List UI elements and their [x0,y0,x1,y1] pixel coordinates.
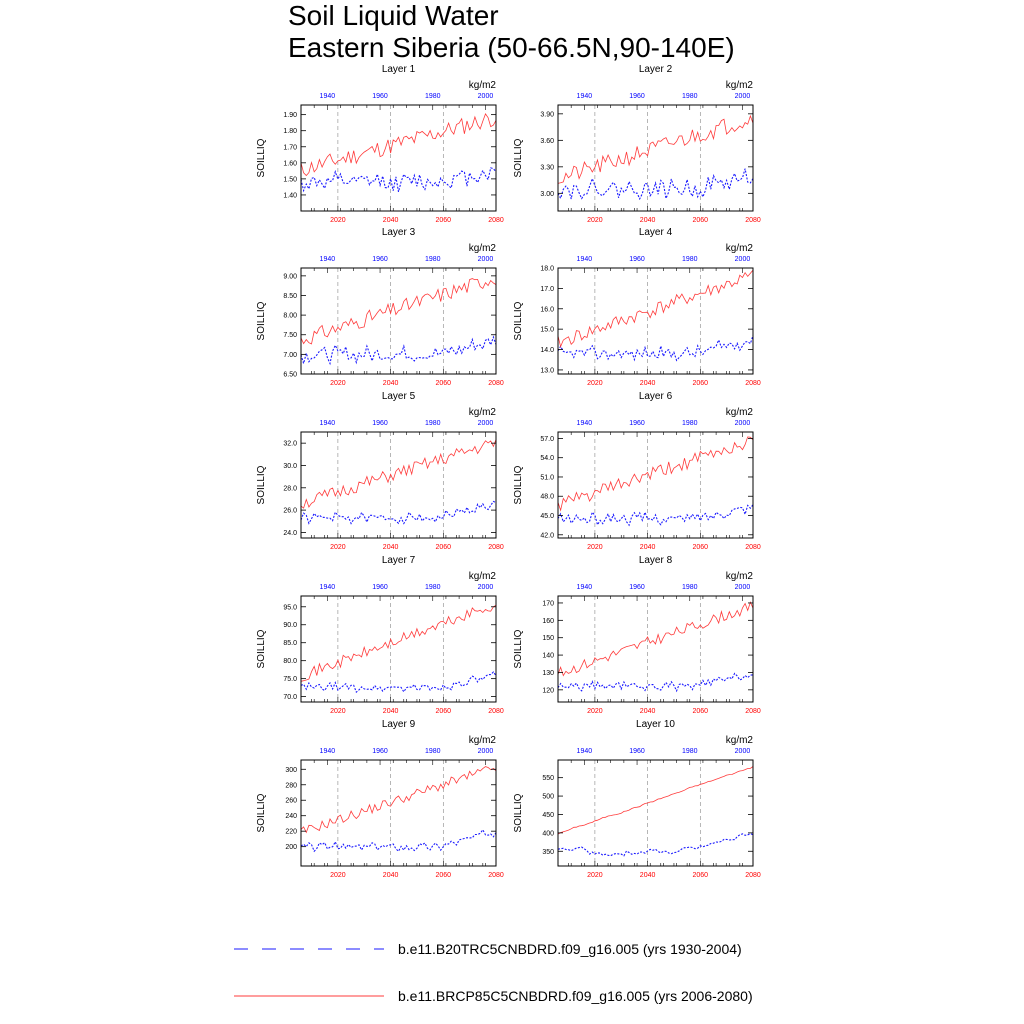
y-tick-label: 3.00 [540,190,554,198]
legend-label-historical: b.e11.B20TRC5CNBDRD.f09_g16.005 (yrs 1930-2004) [398,941,742,957]
y-tick-label: 3.30 [540,164,554,172]
x-tick-label-bottom: 2040 [639,217,656,224]
units-label: kg/m2 [468,571,496,582]
x-tick-label-bottom: 2040 [639,544,656,551]
plot-frame [558,268,753,374]
y-axis-label: SOILLIQ [256,793,267,833]
units-label: kg/m2 [725,407,753,418]
y-tick-label: 6.50 [283,371,297,379]
y-tick-label: 80.0 [283,658,297,666]
y-tick-label: 300 [285,766,297,774]
x-tick-label-top: 1960 [629,420,645,427]
x-tick-label-top: 2000 [734,93,751,100]
x-tick-label-bottom: 2020 [587,872,603,879]
x-tick-label-top: 1980 [681,748,698,755]
chart-title: Layer 2 [638,64,673,75]
series-historical [558,335,753,360]
x-tick-label-top: 1980 [681,256,698,263]
legend-item-future [232,987,832,1007]
x-tick-label-bottom: 2060 [692,544,709,551]
y-tick-label: 28.0 [283,485,297,493]
x-tick-label-bottom: 2020 [330,544,346,551]
y-tick-label: 8.00 [283,312,297,320]
y-tick-label: 8.50 [283,292,297,300]
series-future [301,279,496,344]
chart-title: Layer 7 [381,555,416,566]
y-tick-label: 51.0 [540,474,554,482]
x-tick-label-top: 2000 [734,748,751,755]
x-tick-label-top: 2000 [734,420,751,427]
units-label: kg/m2 [468,243,496,254]
y-tick-label: 160 [542,617,554,625]
x-tick-label-top: 1940 [576,584,593,591]
plot-frame [558,760,753,866]
chart-title: Layer 4 [638,227,673,238]
series-future [301,440,496,509]
x-tick-label-top: 1960 [372,420,388,427]
chart-layer-4 [513,227,761,387]
x-tick-label-bottom: 2020 [587,708,603,715]
chart-layer-10 [513,719,761,879]
x-tick-label-bottom: 2020 [587,380,603,387]
plot-frame [301,105,496,211]
chart-title: Layer 1 [381,64,416,75]
x-tick-label-top: 1980 [424,420,441,427]
x-tick-label-top: 1980 [681,584,698,591]
y-tick-label: 95.0 [283,604,297,612]
x-tick-label-top: 1960 [372,93,388,100]
chart-layer-2 [513,64,761,224]
x-tick-label-top: 1960 [629,256,645,263]
title-line-2: Eastern Siberia (50-66.5N,90-140E) [288,32,735,63]
x-tick-label-top: 1940 [576,256,593,263]
x-tick-label-top: 1940 [576,420,593,427]
series-historical [558,834,753,856]
x-tick-label-top: 2000 [477,256,494,263]
y-tick-label: 1.90 [283,112,297,120]
units-label: kg/m2 [725,571,753,582]
x-tick-label-bottom: 2040 [639,380,656,387]
y-tick-label: 54.0 [540,455,554,463]
y-tick-label: 150 [542,635,554,643]
x-tick-label-top: 2000 [477,420,494,427]
x-tick-label-top: 2000 [477,584,494,591]
chart-title: Layer 10 [636,719,675,730]
y-tick-label: 240 [285,813,297,821]
y-tick-label: 170 [542,600,554,608]
y-tick-label: 45.0 [540,513,554,521]
y-tick-label: 1.70 [283,144,297,152]
series-historical [558,673,753,691]
series-historical [301,337,496,363]
x-tick-label-top: 1940 [319,256,336,263]
chart-layer-7 [256,555,504,715]
x-tick-label-bottom: 2080 [745,217,761,224]
x-tick-label-bottom: 2020 [587,544,603,551]
chart-layer-1 [256,64,504,224]
x-tick-label-bottom: 2060 [435,708,452,715]
y-axis-label: SOILLIQ [513,629,524,669]
x-tick-label-top: 1980 [424,584,441,591]
x-tick-label-bottom: 2040 [382,380,399,387]
x-tick-label-top: 1960 [629,748,645,755]
x-tick-label-bottom: 2020 [587,217,603,224]
y-tick-label: 1.40 [283,192,297,200]
x-tick-label-bottom: 2060 [692,217,709,224]
y-axis-label: SOILLIQ [256,301,267,341]
units-label: kg/m2 [725,80,753,91]
x-tick-label-top: 1960 [629,93,645,100]
y-tick-label: 500 [542,793,554,801]
chart-title: Layer 3 [381,227,416,238]
chart-title: Layer 8 [638,555,673,566]
x-tick-label-top: 2000 [477,748,494,755]
x-tick-label-top: 1980 [681,93,698,100]
chart-title: Layer 9 [381,719,416,730]
units-label: kg/m2 [725,735,753,746]
x-tick-label-bottom: 2080 [745,708,761,715]
x-tick-label-top: 1940 [319,748,336,755]
y-tick-label: 3.60 [540,137,554,145]
y-tick-label: 14.0 [540,347,554,355]
x-tick-label-top: 1940 [319,420,336,427]
y-tick-label: 120 [542,687,554,695]
x-tick-label-top: 2000 [477,93,494,100]
y-tick-label: 550 [542,775,554,783]
x-tick-label-top: 1940 [576,748,593,755]
y-tick-label: 9.00 [283,273,297,281]
y-tick-label: 32.0 [283,440,297,448]
x-tick-label-top: 1980 [424,256,441,263]
series-historical [301,501,496,523]
units-label: kg/m2 [468,735,496,746]
x-tick-label-bottom: 2020 [330,380,346,387]
x-tick-label-bottom: 2080 [488,217,504,224]
y-tick-label: 1.80 [283,128,297,136]
series-future [301,114,496,176]
series-future [558,437,753,510]
series-future [558,602,753,675]
y-tick-label: 15.0 [540,326,554,334]
units-label: kg/m2 [725,243,753,254]
y-tick-label: 3.90 [540,111,554,119]
title-line-1: Soil Liquid Water [288,0,499,31]
y-tick-label: 16.0 [540,306,554,314]
y-tick-label: 350 [542,848,554,856]
series-future [301,767,496,833]
legend-line-dashed [232,940,392,960]
series-historical [301,672,496,692]
y-tick-label: 13.0 [540,367,554,375]
plot-frame [301,432,496,538]
series-historical [558,505,753,526]
plot-frame [558,596,753,702]
series-historical [301,168,496,192]
y-axis-label: SOILLIQ [513,138,524,178]
y-tick-label: 220 [285,828,297,836]
y-tick-label: 7.00 [283,351,297,359]
y-tick-label: 48.0 [540,493,554,501]
y-tick-label: 17.0 [540,285,554,293]
x-tick-label-bottom: 2060 [692,380,709,387]
chart-title: Layer 6 [638,391,673,402]
x-tick-label-top: 1960 [629,584,645,591]
x-tick-label-top: 1980 [424,748,441,755]
chart-layer-5 [256,391,504,551]
x-tick-label-bottom: 2080 [488,872,504,879]
y-tick-label: 85.0 [283,640,297,648]
y-tick-label: 30.0 [283,462,297,470]
series-future [558,270,753,347]
y-tick-label: 200 [285,844,297,852]
x-tick-label-bottom: 2060 [435,544,452,551]
y-tick-label: 1.60 [283,160,297,168]
y-tick-label: 90.0 [283,622,297,630]
chart-layer-6 [513,391,761,551]
x-tick-label-bottom: 2020 [330,217,346,224]
y-tick-label: 70.0 [283,694,297,702]
x-tick-label-top: 1940 [319,93,336,100]
chart-layer-3 [256,227,504,387]
y-tick-label: 42.0 [540,532,554,540]
x-tick-label-bottom: 2060 [435,217,452,224]
series-historical [301,830,496,852]
units-label: kg/m2 [468,80,496,91]
y-tick-label: 450 [542,811,554,819]
y-axis-label: SOILLIQ [256,629,267,669]
x-tick-label-bottom: 2080 [745,544,761,551]
y-axis-label: SOILLIQ [513,465,524,505]
y-tick-label: 57.0 [540,435,554,443]
units-label: kg/m2 [468,407,496,418]
x-tick-label-bottom: 2080 [488,544,504,551]
series-future [301,605,496,681]
y-tick-label: 7.50 [283,332,297,340]
x-tick-label-bottom: 2040 [382,708,399,715]
y-axis-label: SOILLIQ [256,465,267,505]
y-tick-label: 280 [285,782,297,790]
x-tick-label-top: 1940 [319,584,336,591]
x-tick-label-bottom: 2040 [639,708,656,715]
x-tick-label-bottom: 2080 [488,380,504,387]
legend-line-solid [232,987,392,1007]
x-tick-label-bottom: 2060 [435,872,452,879]
y-tick-label: 26.0 [283,507,297,515]
series-future [558,767,753,835]
y-axis-label: SOILLIQ [256,138,267,178]
x-tick-label-bottom: 2040 [382,217,399,224]
y-tick-label: 260 [285,797,297,805]
x-tick-label-top: 1980 [424,93,441,100]
legend-label-future: b.e11.BRCP85C5CNBDRD.f09_g16.005 (yrs 2006-2080) [398,988,753,1004]
x-tick-label-top: 1960 [372,748,388,755]
series-future [558,116,753,183]
y-tick-label: 24.0 [283,529,297,537]
x-tick-label-bottom: 2040 [382,872,399,879]
chart-layer-9 [256,719,504,879]
x-tick-label-bottom: 2060 [692,872,709,879]
legend-item-historical [232,940,832,960]
y-tick-label: 75.0 [283,676,297,684]
x-tick-label-bottom: 2020 [330,872,346,879]
x-tick-label-bottom: 2020 [330,708,346,715]
x-tick-label-top: 1960 [372,584,388,591]
x-tick-label-bottom: 2060 [692,708,709,715]
x-tick-label-bottom: 2040 [639,872,656,879]
x-tick-label-top: 1960 [372,256,388,263]
y-tick-label: 130 [542,669,554,677]
x-tick-label-top: 2000 [734,256,751,263]
x-tick-label-bottom: 2060 [435,380,452,387]
x-tick-label-bottom: 2040 [382,544,399,551]
y-tick-label: 18.0 [540,265,554,273]
x-tick-label-top: 2000 [734,584,751,591]
chart-title: Layer 5 [381,391,416,402]
plot-frame [301,760,496,866]
y-tick-label: 1.50 [283,176,297,184]
y-tick-label: 400 [542,830,554,838]
x-tick-label-bottom: 2080 [488,708,504,715]
y-axis-label: SOILLIQ [513,793,524,833]
chart-layer-8 [513,555,761,715]
x-tick-label-bottom: 2080 [745,872,761,879]
plot-frame [301,268,496,374]
x-tick-label-top: 1940 [576,93,593,100]
y-tick-label: 140 [542,652,554,660]
y-axis-label: SOILLIQ [513,301,524,341]
series-historical [558,169,753,199]
plot-frame [558,105,753,211]
x-tick-label-top: 1980 [681,420,698,427]
x-tick-label-bottom: 2080 [745,380,761,387]
